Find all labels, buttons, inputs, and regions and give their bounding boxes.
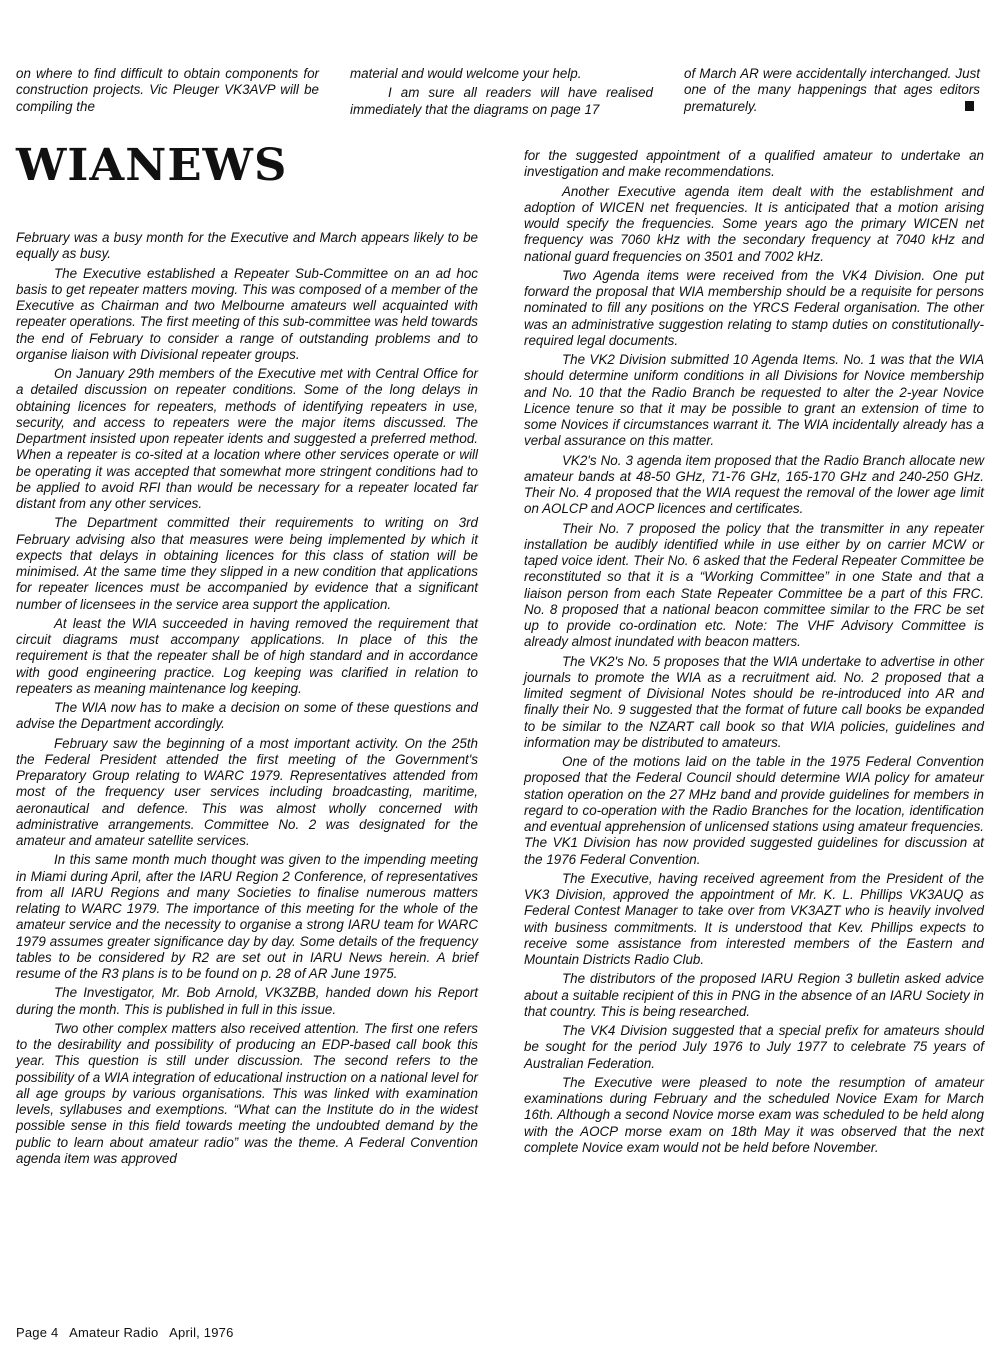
article-paragraph: The VK2 Division submitted 10 Agenda Items. No. 1 was that the WIA should determine uniform conditions in all Divisions for Novice membership and No. 10 that the Radio Branch be requested to alter the 2-year Novice Licence tenure so that it may be possible to grant an extension of time to some Novices if circumstances warrant it. The WIA incidentally already has a verbal assurance on this matter. [524,352,984,449]
article-left-column [16,230,478,1170]
page-footer: Page 4 Amateur Radio April, 1976 [16,1325,234,1340]
article-paragraph: One of the motions laid on the table in the 1975 Federal Convention proposed that the Federal Council should determine WIA policy for amateur station operation on the 27 MHz band and provide guidelines for members in regard to co-operation with the Radio Branches for the location, identification and eventual apprehension of unlicensed stations using amateur frequencies. The VK1 Division has now provided suggested guidelines for discussion at the 1976 Federal Convention. [524,754,984,867]
continuation-paragraph: of March AR were accidentally interchanged. Just one of the many happenings that ages editors prematurely. [684,66,980,114]
article-paragraph: The Executive, having received agreement from the President of the VK3 Division, approved the appointment of Mr. K. L. Phillips VK3AUQ as Federal Contest Manager to take over from VK3AZT who is heavily involved with business commitments. It is understood that Kev. Phillips expects to receive some assistance from interested members of the Eastern and Mountain Districts Radio Club. [524,870,984,967]
continuation-column-2 [350,66,653,121]
article-paragraph: Another Executive agenda item dealt with the establishment and adoption of WICEN net frequencies. It is anticipated that a motion arising would specify the frequencies. Some years ago the primary WICEN net frequency was 7060 kHz with the secondary frequency at 7040 kHz and national guard frequencies on 3501 and 7002 kHz. [524,183,984,264]
article-paragraph: Their No. 7 proposed the policy that the transmitter in any repeater installation be audibly identified while in use either by on carrier MCW or taped voice ident. Their No. 6 asked that the Federal Repeater Committee be reconstituted so that it is a “Working Committee” in one State and that a liaison person from each State Repeater Committee be a part of this FRC. No. 8 proposed that a national beacon committee similar to the FRC be set up to provide co-ordination etc. Note: The VHF Advisory Committee is already almost inundated with beacon matters. [524,520,984,650]
article-paragraph: The VK4 Division suggested that a special prefix for amateurs should be sought for the period July 1976 to July 1977 to celebrate 75 years of Australian Federation. [524,1023,984,1071]
article-paragraph: Two Agenda items were received from the VK4 Division. One put forward the proposal that WIA membership should be a requisite for persons nominated to fill any positions on the YRCS Federal organisation. The other was an administrative suggestion relating to stamp duties on constitutionally-required legal documents. [524,267,984,348]
article-paragraph: At least the WIA succeeded in having removed the requirement that circuit diagrams must accompany applications. In place of this the requirement is that the repeater shall be of high standard and in accordance with good engineering practice. Log keeping was clarified in relation to repeaters as meaning maintenance log keeping. [16,615,478,696]
article-title: WIANEWS [16,140,288,191]
article-paragraph: February was a busy month for the Executive and March appears likely to be equally as busy. [16,230,478,262]
article-paragraph: VK2's No. 3 agenda item proposed that the Radio Branch allocate new amateur bands at 48-50 GHz, 71-76 GHz, 165-170 GHz and 240-250 GHz. Their No. 4 proposed that the WIA request the removal of the lower age limit on AOLCP and AOCP licences and certificates. [524,452,984,517]
article-paragraph: Two other complex matters also received attention. The first one refers to the desirability and possibility of producing an EDP-based call book this year. This question is still under discussion. The second refers to the possibility of a WIA integration of educational instruction on a national level for all age groups by various organisations. This was linked with examination levels, syllabuses and exemptions. “What can the Institute do in the widest possible sense in this field towards meeting the undoubted demand by the public to learn about amateur radio” was the theme. A Federal Convention agenda item was approved [16,1020,478,1166]
article-paragraph: The Executive were pleased to note the resumption of amateur examinations during February and the scheduled Novice Exam for March 16th. Although a second Novice morse exam was scheduled to be held along with the AOCP morse exam on 18th May it was observed that the next complete Novice exam would not be held before November. [524,1074,984,1155]
article-paragraph: On January 29th members of the Executive met with Central Office for a detailed discussion on repeater conditions. Some of the long delays in obtaining licences for repeaters, methods of identifying repeaters in use, security, and access to repeaters were the major items discussed. The Department insisted upon repeater idents and suggested a preferred method. When a repeater is co-sited at a location where other services operate or will be operating it was accepted that somewhat more stringent conditions had to be applied to avoid RFI than would be necessary for a repeater located far distant from any other services. [16,366,478,511]
article-paragraph: The distributors of the proposed IARU Region 3 bulletin asked advice about a suitable recipient of this in PNG in the absence of an IARU Society in that country. This is being researched. [524,971,984,1019]
article-paragraph: The VK2's No. 5 proposes that the WIA undertake to advertise in other journals to promote the WIA as a recruitment aid. No. 2 proposed that a limited segment of Divisional Notes should be re-introduced into AR and finally their No. 9 suggested that the format of future call books be expanded to be similar to the NZART call book so that WIA policies, guidelines and information may be distributed to amateurs. [524,653,984,750]
continuation-column-1 [16,66,319,118]
end-of-article-mark [965,101,974,111]
continuation-paragraph: material and would welcome your help. [350,66,582,81]
article-paragraph: The Investigator, Mr. Bob Arnold, VK3ZBB, handed down his Report during the month. This is published in full in this issue. [16,985,478,1017]
article-paragraph: In this same month much thought was given to the impending meeting in Miami during April, after the IARU Region 2 Conference, of representatives from all IARU Regions and many Societies to finalise numerous matters relating to WARC 1979. The importance of this meeting for the whole of the amateur service and the necessity to organise a strong IARU team for WARC 1979 assumes greater significance day by day. Some details of the frequency tables to be considered by R2 are set out in IARU News herein. A brief resume of the R3 plans is to be found on p. 28 of AR June 1975. [16,852,478,981]
article-paragraph: The Executive established a Repeater Sub-Committee on an ad hoc basis to get repeater matters moving. This was composed of a member of the Executive as Chairman and two Melbourne amateurs well acquainted with repeater operations. The first meeting of this sub-committee was held towards the end of February to consider a range of outstanding problems and to organise liaison with Divisional repeater groups. [16,265,478,362]
continuation-paragraph: on where to find difficult to obtain components for construction projects. Vic Pleuger VK3AVP will be compiling the [16,66,319,114]
article-paragraph: for the suggested appointment of a qualified amateur to undertake an investigation and make recommendations. [524,148,984,180]
article-right-column [524,148,984,1159]
article-paragraph: February saw the beginning of a most important activity. On the 25th the Federal President attended the first meeting of the Government's Preparatory Group relating to WARC 1979. Representatives attended from most of the frequency user services including broadcasting, maritime, aeronautical and defence. This was almost wholly concerned with administrative arrangements. Committee No. 2 was designated for the amateur and amateur satellite services. [16,735,478,848]
continuation-paragraph: I am sure all readers will have realised immediately that the diagrams on page 17 [350,85,653,117]
article-paragraph: The WIA now has to make a decision on some of these questions and advise the Department accordingly. [16,700,478,732]
continuation-column-3 [684,66,980,118]
article-paragraph: The Department committed their requirements to writing on 3rd February advising also that measures were being implemented by which it expects that delays in obtaining licences for this class of station will be minimised. At the same time they slipped in a new condition that applications for repeater licences must be accompanied by evidence that a significant number of licensees in the service area support the application. [16,515,478,612]
